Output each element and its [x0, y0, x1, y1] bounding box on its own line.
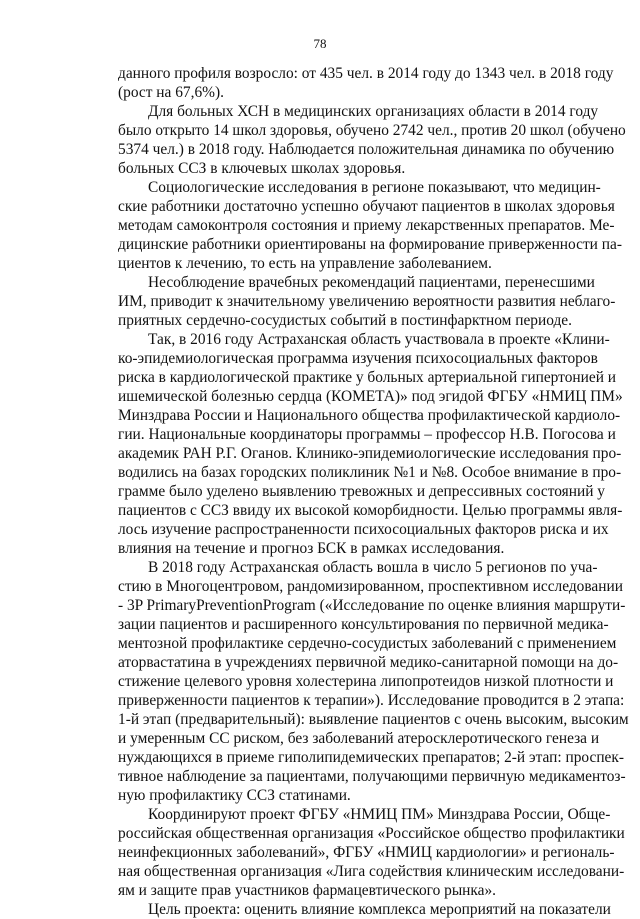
text-line: - 3P PrimaryPreventionProgram («Исследование по оценке влияния маршрути- [118, 597, 626, 614]
paragraph-first-line: Для больных ХСН в медицинских организациях области в 2014 году [148, 103, 599, 120]
text-line: 5374 чел.) в 2018 году. Наблюдается положительная динамика по обучению [118, 141, 615, 158]
text-line: было открыто 14 школ здоровья, обучено 2742 чел., против 20 школ (обучено [118, 122, 626, 139]
text-line: методам самоконтроля состояния и приему лекарственных препаратов. Ме- [118, 217, 615, 234]
paragraph-first-line: Цель проекта: оценить влияние комплекса мероприятий на показатели [148, 901, 611, 918]
text-line: циентов к лечению, то есть на управление заболеванием. [118, 255, 492, 272]
paragraph-first-line: Несоблюдение врачебных рекомендаций пациентами, перенесшими [148, 274, 595, 291]
text-line: тивное наблюдение за пациентами, получающими первичную медикаментоз- [118, 768, 626, 785]
text-line: Минздрава России и Национального общества профилактической кардиоло- [118, 407, 621, 424]
text-line: 1-й этап (предварительный): выявление пациентов с очень высоким, высоким [118, 711, 629, 728]
text-line: ную профилактику ССЗ статинами. [118, 787, 351, 804]
paragraph-first-line: Социологические исследования в регионе показывают, что медицин- [148, 179, 601, 196]
text-line: ские работники достаточно успешно обучают пациентов в школах здоровья [118, 198, 615, 215]
text-line: данного профиля возросло: от 435 чел. в 2014 году до 1343 чел. в 2018 году [118, 65, 614, 82]
text-line: неинфекционных заболеваний», ФГБУ «НМИЦ кардиологии» и региональ- [118, 844, 615, 861]
text-line: и умеренным СС риском, без заболеваний атеросклеротического генеза и [118, 730, 600, 747]
text-line: российская общественная организация «Российское общество профилактики [118, 825, 625, 842]
text-line: аторвастатина в учреждениях первичной медико-санитарной помощи на до- [118, 654, 619, 671]
text-line: ишемической болезнью сердца (КОМЕТА)» под эгидой ФГБУ «НМИЦ ПМ» [118, 388, 623, 405]
text-line: стию в Многоцентровом, рандомизированном, проспективном исследовании [118, 578, 623, 595]
text-line: (рост на 67,6%). [118, 84, 224, 101]
text-line: ИМ, приводит к значительному увеличению вероятности развития неблаго- [118, 293, 616, 310]
text-line: стижение целевого уровня холестерина липопротеидов низкой плотности и [118, 673, 614, 690]
text-line: влияния на течение и прогноз БСК в рамках исследования. [118, 540, 505, 557]
text-line: академик РАН Р.Г. Оганов. Клинико-эпидемиологические исследования про- [118, 445, 622, 462]
text-line: лось изучение распространенности психосоциальных факторов риска и их [118, 521, 609, 538]
text-line: приверженности пациентов к терапии»). Исследование проводится в 2 этапа: [118, 692, 625, 709]
page-number: 78 [313, 36, 327, 51]
text-line: ко-эпидемиологическая программа изучения психосоциальных факторов [118, 350, 598, 367]
text-line: гии. Национальные координаторы программы – профессор Н.В. Погосова и [118, 426, 616, 443]
text-line: зации пациентов и расширенного консультирования по первичной медика- [118, 616, 609, 633]
paragraph-first-line: В 2018 году Астраханская область вошла в число 5 регионов по уча- [148, 559, 598, 576]
paragraph-first-line: Координируют проект ФГБУ «НМИЦ ПМ» Минздрава России, Обще- [148, 806, 611, 823]
text-line: пациентов с ССЗ ввиду их высокой коморбидности. Целью программы явля- [118, 502, 623, 519]
text-line: больных ССЗ в ключевых школах здоровья. [118, 160, 406, 177]
paragraph-first-line: Так, в 2016 году Астраханская область участвовала в проекте «Клини- [148, 331, 610, 348]
body-text [118, 64, 629, 919]
text-line: нуждающихся в приеме гиполипидемических препаратов; 2-й этап: проспек- [118, 749, 624, 766]
text-line: водились на базах городских поликлиник №1 и №8. Особое внимание в про- [118, 464, 622, 481]
text-line: дицинские работники ориентированы на формирование приверженности па- [118, 236, 622, 253]
text-line: ям и защите прав участников фармацевтического рынка». [118, 882, 497, 899]
text-line: риска в кардиологической практике у больных артериальной гипертонией и [118, 369, 617, 386]
text-line: приятных сердечно-сосудистых событий в постинфарктном периоде. [118, 312, 572, 329]
text-line: ная общественная организация «Лига содействия клиническим исследовани- [118, 863, 625, 880]
text-line: ментозной профилактике сердечно-сосудистых заболеваний с применением [118, 635, 617, 652]
text-line: грамме было уделено выявлению тревожных и депрессивных состояний у [118, 483, 605, 500]
